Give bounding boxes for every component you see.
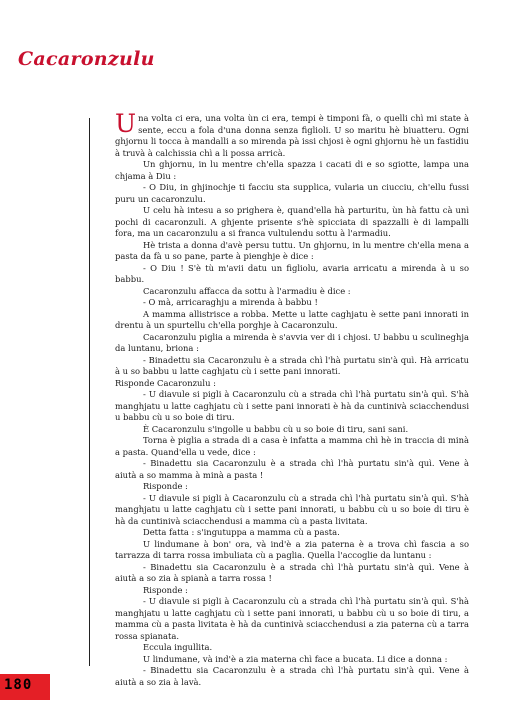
story-paragraph: A mamma allistrisce a robba. Mette u latte caghjatu è sette pani innorati in drentu à un spurtellu ch'ella porghje à Cacaronzulu. [115, 308, 469, 330]
story-paragraph: Torna è piglia a strada di a casa è infatta a mamma chì hè in traccia di minà a pasta. Quand'ella u vede, dice : [115, 435, 469, 457]
page-number-badge [0, 674, 50, 700]
paragraph-text: na volta ci era, una volta ùn ci era, tempi è timponi fà, o quelli chì mi state à sente, eccu a fola d'una donna senza figlioli. U so maritu hè biuatteru. Ogni ghjornu li tocca à mandalli a so mirenda pà issi chjosi è ogni ghjornu hè un fastidiu à truvà à calchissia chì a li possa arricà. [115, 113, 469, 158]
story-paragraph: Detta fatta : s'ingutuppa a mamma cù a pasta. [143, 527, 340, 537]
story-paragraph: U lindumane, và ind'è a zia materna chì face a bucata. Li dice a donna : [143, 653, 448, 664]
story-paragraph: - Binadettu sia Cacaronzulu è a strada chì l'hà purtatu sin'à quì. Vene à aiutà a so zia à lavà. [115, 665, 469, 687]
story-paragraph: - Binadettu sia Cacaronzulu è a strada chì l'hà purtatu sin'à quì. Vene à aiutà a so mamma à minà a pasta ! [115, 458, 469, 480]
story-paragraph: - U diavule si pigli à Cacaronzulu cù a strada chì l'hà purtatu sin'à quì. S'hà manghjatu u latte caghjatu cù i sette pani innorati, u babbu cù u so boie di tiru, a mamma cù a pasta livitata è hà da cuntinivà sciacchendusi a zia paterna cù a tarra rossa spianata. [115, 596, 469, 641]
story-paragraph: Risponde : [143, 481, 188, 491]
story-paragraph: Hè trista a donna d'avè persu tuttu. Un ghjornu, in lu mentre ch'ella mena a pasta da fà u so pane, parte à pienghje è dice : [115, 239, 469, 261]
page-title: Cacaronzulu [18, 48, 155, 70]
story-paragraph: - U diavule si pigli à Cacaronzulu cù a strada chì l'hà purtatu sin'à quì. S'hà manghjatu u latte caghjatu cù i sette pani innorati, u babbu cù u so boie di tiru è hà da cuntinivà sciacchendusi a mamma cù a pasta livitata. [115, 492, 469, 526]
story-paragraph: Risponde : [143, 584, 188, 595]
story-paragraph [115, 109, 469, 159]
story-paragraph: - O Diu, in ghjinochje ti facciu sta supplica, vularia un ciucciu, ch'ellu fussi puru un cacaronzulu. [115, 182, 469, 204]
drop-cap: U [115, 109, 137, 138]
story-body [115, 109, 469, 688]
story-paragraph: - O mà, arricaraghju a mirenda à babbu ! [143, 297, 318, 307]
story-paragraph: È Cacaronzulu s'ingolle u babbu cù u so boie di tiru, sani sani. [143, 423, 409, 434]
story-paragraph: Un ghjornu, in lu mentre ch'ella spazza i cacati di e so sgiotte, lampa una chjama à Diu : [115, 159, 469, 181]
story-paragraph: Cacaronzulu piglia a mirenda è s'avvia ver di i chjosi. U babbu u sculineghja da luntanu, briona : [115, 331, 469, 353]
story-paragraph: Eccula ingullita. [143, 642, 213, 652]
page-number: 180 [4, 677, 33, 693]
margin-rule [89, 118, 90, 666]
story-paragraph: Risponde Cacaronzulu : [115, 377, 216, 388]
story-paragraph: U lindumane à bon' ora, và ind'è a zia paterna è a trova chì fascia a so tarrazza di tarra rossa imbuliata cù a paglia. Quella l'accoglie da luntanu : [115, 538, 469, 560]
story-paragraph: - Binadettu sia Cacaronzulu è a strada chì l'hà purtatu sin'à quì. Hà arricatu à u so babbu u latte caghjatu cù i sette pani innorati. [115, 354, 469, 376]
story-paragraph: - O Diu ! S'è tù m'avii datu un figliolu, avaria arricatu a mirenda à u so babbu. [115, 262, 469, 284]
story-paragraph: Cacaronzulu affacca da sottu à l'armadiu è dice : [143, 285, 351, 296]
story-paragraph: - U diavule si pigli à Cacaronzulu cù a strada chì l'hà purtatu sin'à quì. S'hà manghjatu u latte caghjatu cù i sette pani innorati è hà da cuntinivà sciacchendusi u babbu cù u so boie di tiru. [115, 389, 469, 422]
story-paragraph: - Binadettu sia Cacaronzulu è a strada chì l'hà purtatu sin'à quì. Vene à aiutà a so zia à spianà a tarra rossa ! [115, 561, 469, 583]
story-paragraph: U celu hà intesu a so prighera è, quand'ella hà parturitu, ùn hà fattu cà unì pochi di cacaronzuli. A ghjente prisente s'hè spicciata di spazzalli è di lampalli fora, ma un cacaronzulu a si franca vultulendu sottu à l'armadiu. [115, 205, 469, 238]
